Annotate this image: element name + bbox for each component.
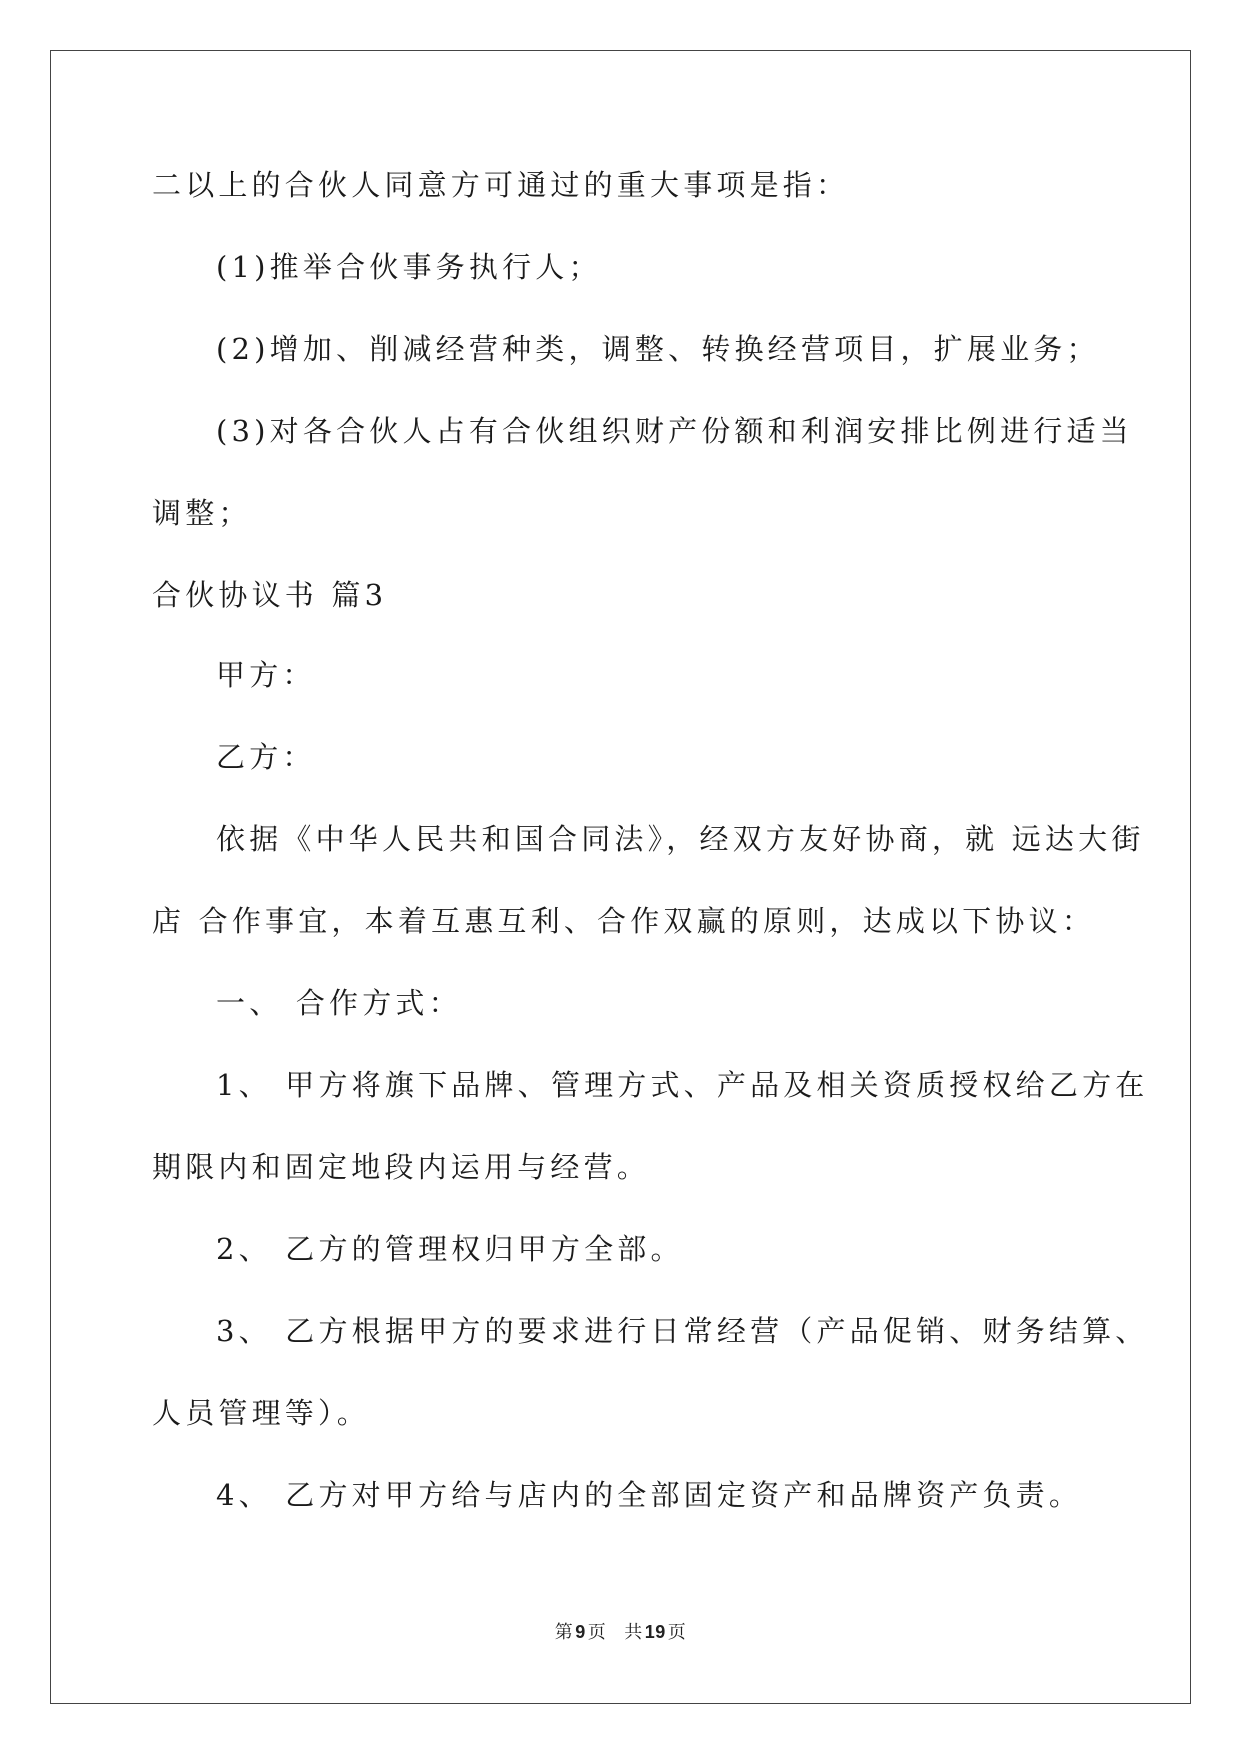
text-line: 1、 甲方将旗下品牌、管理方式、产品及相关资质授权给乙方在 — [216, 1068, 1149, 1102]
section-heading: 合伙协议书 篇3 — [152, 578, 388, 612]
text-line: 乙方： — [216, 740, 316, 774]
text-line: 甲方： — [216, 658, 316, 692]
page-suffix: 页 — [587, 1622, 607, 1643]
text-line: 依据《中华人民共和国合同法》，经双方友好协商，就 远达大街 — [216, 822, 1145, 856]
text-line: 二以上的合伙人同意方可通过的重大事项是指： — [152, 168, 850, 202]
page-number: 9 — [575, 1622, 586, 1642]
total-prefix: 共 — [624, 1622, 643, 1643]
text-line: (2)增加、削减经营种类，调整、转换经营项目，扩展业务； — [216, 332, 1100, 366]
text-line: 期限内和固定地段内运用与经营。 — [152, 1150, 651, 1184]
text-line: (1)推举合伙事务执行人； — [216, 250, 602, 284]
text-line: 3、 乙方根据甲方的要求进行日常经营（产品促销、财务结算、 — [216, 1314, 1149, 1348]
total-pages: 19 — [644, 1622, 666, 1642]
text-line: 人员管理等）。 — [152, 1396, 370, 1430]
text-line: (3)对各合伙人占有合伙组织财产份额和利润安排比例进行适当 — [216, 414, 1133, 448]
text-line: 2、 乙方的管理权归甲方全部。 — [216, 1232, 684, 1266]
page-border — [50, 50, 1191, 1704]
text-line: 一、 合作方式： — [216, 986, 462, 1020]
text-line: 店 合作事宜，本着互惠互利、合作双赢的原则，达成以下协议： — [152, 904, 1096, 938]
text-line: 调整； — [152, 496, 252, 530]
page-prefix: 第 — [554, 1622, 574, 1643]
text-line: 4、 乙方对甲方给与店内的全部固定资产和品牌资产负责。 — [216, 1478, 1083, 1512]
page-footer — [0, 1618, 1241, 1644]
total-suffix: 页 — [667, 1622, 687, 1643]
